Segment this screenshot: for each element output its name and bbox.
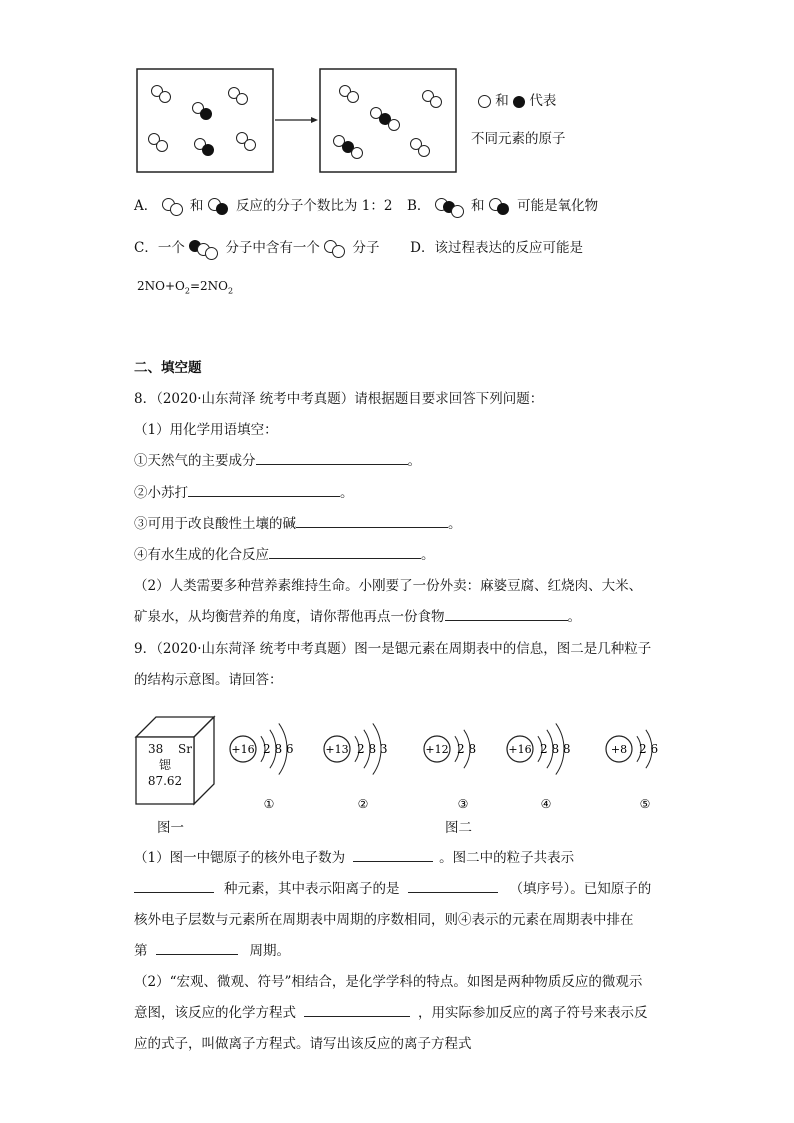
electron-counts: 2 8 — [457, 742, 477, 756]
element-info — [138, 741, 192, 789]
particle-structure — [604, 700, 684, 810]
answer-blank[interactable] — [304, 1004, 410, 1017]
answer-blank[interactable] — [134, 880, 214, 893]
particle-label: ④ — [540, 797, 552, 810]
particle-label: ① — [263, 797, 275, 810]
electron-counts: 2 8 8 — [540, 742, 571, 756]
particle-structure — [422, 700, 502, 810]
electron-counts: 2 6 — [639, 742, 659, 756]
q8-stem: 8．（2020·山东菏泽 统考中考真题）请根据题目要求回答下列问题： — [134, 391, 544, 407]
o2-molecule-icon — [324, 240, 348, 258]
equation: $2NO+O_2=2NO_2$ — [137, 279, 234, 296]
black-atom-icon — [513, 96, 525, 108]
figure2-label: 图二 — [445, 820, 472, 836]
option-a-b-line: A． 和 反应的分子个数比为 1：2 B． 和 可能是氧化物 — [134, 197, 598, 216]
answer-blank[interactable] — [353, 849, 433, 862]
triatomic-molecule-icon — [435, 198, 467, 216]
q8-item4: ④有水生成的化合反应 。 — [134, 547, 435, 563]
nucleus-charge: +16 — [508, 743, 532, 756]
legend-caption: 不同元素的原子 — [471, 131, 566, 147]
q9-part1-line3: 核外电子层数与元素所在周期表中周期的序数相同，则④表示的元素在周期表中排在 — [134, 912, 634, 928]
nucleus-charge: +16 — [231, 743, 255, 756]
particle-structure — [228, 700, 308, 810]
option-c-d-line: C．一个 分子中含有一个 分子 D．该过程表达的反应可能是 — [134, 239, 583, 258]
q9-part1-line2: 种元素，其中表示阳离子的是 （填序号）。已知原子的 — [134, 880, 651, 898]
q9-stem-line2: 的结构示意图。请回答： — [134, 672, 283, 688]
nucleus-charge: +8 — [610, 743, 628, 756]
answer-blank[interactable] — [408, 880, 498, 893]
white-atom-icon — [478, 95, 491, 108]
triatomic-molecule-icon — [189, 240, 221, 258]
answer-blank[interactable] — [256, 452, 408, 465]
q9-part2-line2: 意图，该反应的化学方程式 ，用实际参加反应的离子符号来表示反 — [134, 1005, 648, 1021]
atomic-mass: 87.62 — [147, 774, 183, 788]
q8-item1: ①天然气的主要成分 。 — [134, 453, 421, 469]
reactant-box — [137, 69, 273, 172]
q9-part2-line3: 应的式子，叫做离子方程式。请写出该反应的离子方程式 — [134, 1036, 472, 1052]
electron-counts: 2 8 3 — [357, 742, 388, 756]
answer-blank[interactable] — [296, 515, 448, 528]
answer-blank[interactable] — [269, 546, 421, 559]
figure1-label: 图一 — [157, 820, 184, 836]
mixed-molecule-icon — [208, 198, 232, 216]
element-symbol: Sr — [178, 742, 192, 756]
q9-part1-line1: （1）图一中锶原子的核外电子数为 。图二中的粒子共表示 — [134, 850, 575, 866]
element-name: 锶 — [158, 758, 171, 772]
q8-part2-line2: 矿泉水，从均衡营养的角度，请你帮他再点一份食物 。 — [134, 609, 581, 625]
legend: 和 代表 — [478, 92, 556, 110]
particle-structure — [505, 700, 585, 810]
q9-part1-line4: 第 周期。 — [134, 943, 290, 959]
reaction-diagram — [130, 62, 470, 177]
o2-molecule-icon — [162, 198, 186, 216]
reaction-arrow — [275, 117, 318, 123]
q8-part1: （1）用化学用语填空： — [134, 422, 278, 438]
answer-blank[interactable] — [188, 484, 340, 497]
nucleus-charge: +12 — [425, 743, 449, 756]
particle-structure — [322, 700, 402, 810]
answer-blank[interactable] — [445, 608, 568, 621]
nucleus-charge: +13 — [325, 743, 349, 756]
particle-label: ② — [357, 797, 369, 810]
electron-counts: 2 8 6 — [263, 742, 294, 756]
q9-part2-line1: （2）“宏观、微观、符号”相结合，是化学学科的特点。如图是两种物质反应的微观示 — [134, 974, 643, 990]
particle-label: ⑤ — [639, 797, 651, 810]
q8-item3: ③可用于改良酸性土壤的碱 。 — [134, 516, 462, 532]
atomic-number: 38 — [148, 742, 164, 756]
q8-item2: ②小苏打 。 — [134, 485, 354, 501]
particle-label: ③ — [457, 797, 469, 810]
q8-part2-line1: （2）人类需要多种营养素维持生命。小刚要了一份外卖：麻婆豆腐、红烧肉、大米、 — [134, 578, 643, 594]
q9-stem-line1: 9．（2020·山东菏泽 统考中考真题）图一是锶元素在周期表中的信息，图二是几种粒子 — [134, 641, 652, 657]
mixed-molecule-icon — [489, 198, 513, 216]
answer-blank[interactable] — [156, 942, 238, 955]
section-title: 二、填空题 — [134, 360, 202, 376]
